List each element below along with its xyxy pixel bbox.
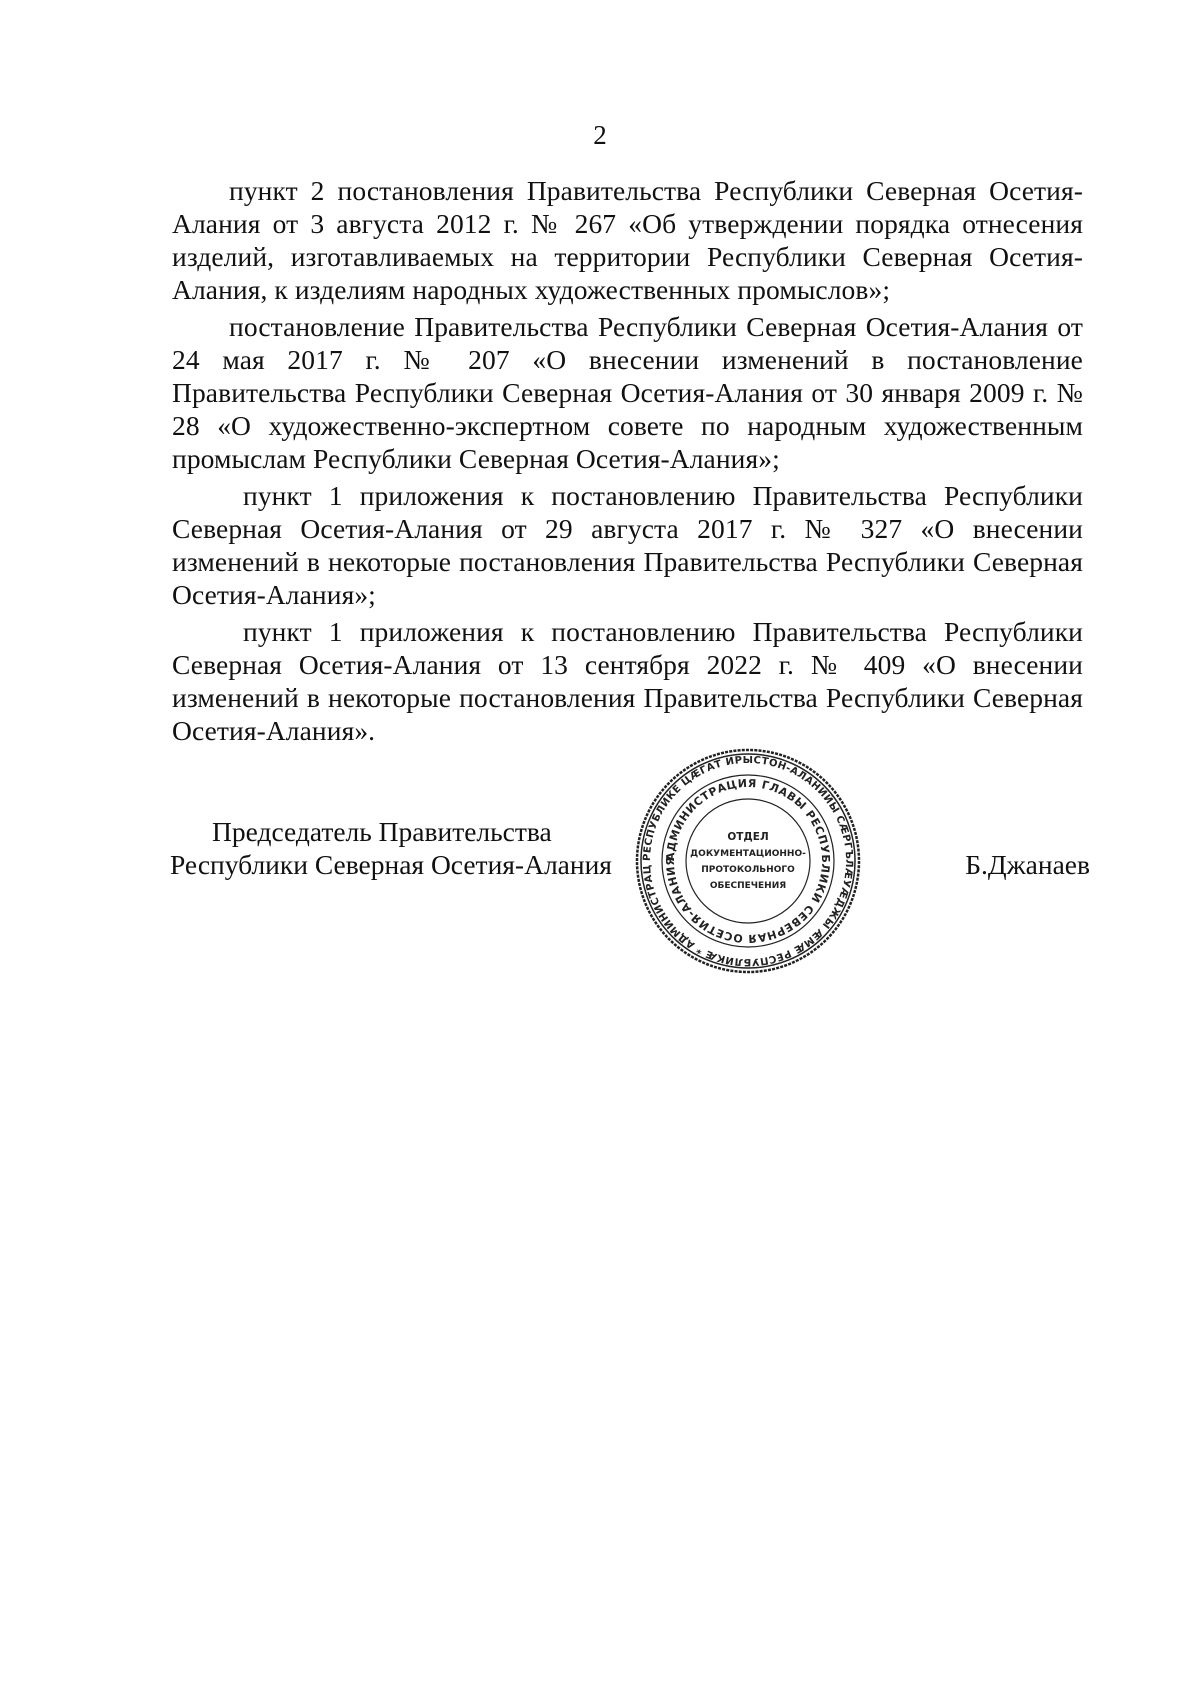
page-number: 2 [593, 120, 607, 150]
seal-graphic [635, 748, 861, 974]
seal-center-line-3: ПРОТОКОЛЬНОГО [701, 865, 795, 875]
official-seal-stamp [635, 748, 861, 974]
signature-block [170, 815, 1090, 880]
seal-center-line-2: ДОКУМЕНТАЦИОННО- [690, 849, 806, 859]
signatory-title-line-1: Председатель Правительства [212, 816, 552, 847]
document-body [172, 174, 1083, 751]
signatory-title-line-2: Республики Северная Осетия-Алания [170, 849, 612, 880]
signatory-title [170, 815, 612, 881]
paragraph-4: пункт 1 приложения к постановлению Правительства Республики Северная Осетия-Алания от 13 сентября 2022 г. № 409 «О внесении изменений в некоторые постановления Правительства Республики Северная Осетия-Алания». [172, 616, 1083, 746]
paragraph-1: пункт 2 постановления Правительства Республики Северная Осетия-Алания от 3 августа 2012 г. № 267 «Об утверждении порядка отнесения изделий, изготавливаемых на территории Республики Северная Осетия-Алания, к изделиям народных художественных промыслов»; [172, 175, 1083, 305]
signatory-name: Б.Джанаев [965, 849, 1090, 880]
seal-outer-ring-text: РЕСПУБЛИКЕ ЦÆГАТ ИРЫСТОН-АЛАНИЙЫ СÆРГЪЛÆУÆДЖЫ ÆМÆ РЕСПУБЛИКÆ * АДМИНИСТРАЦ [641, 754, 855, 968]
paragraph-3: пункт 1 приложения к постановлению Правительства Республики Северная Осетия-Алания от 29 августа 2017 г. № 327 «О внесении изменений в некоторые постановления Правительства Республики Северная Осетия-Алания»; [172, 480, 1083, 610]
paragraph-2: постановление Правительства Республики Северная Осетия-Алания от 24 мая 2017 г. № 207 «О внесении изменений в постановление Правительства Республики Северная Осетия-Алания от 30 января 2009 г. № 28 «О художественно-экспертном совете по народным художественным промыслам Республики Северная Осетия-Алания»; [172, 311, 1083, 474]
seal-inner-ring-text: АДМИНИСТРАЦИЯ ГЛАВЫ РЕСПУБЛИКИ СЕВЕРНАЯ ОСЕТИЯ-АЛАНИЯ [663, 776, 833, 946]
seal-center-line-4: ОБЕСПЕЧЕНИЯ [709, 881, 787, 891]
seal-center-line-1: ОТДЕЛ [727, 831, 769, 843]
